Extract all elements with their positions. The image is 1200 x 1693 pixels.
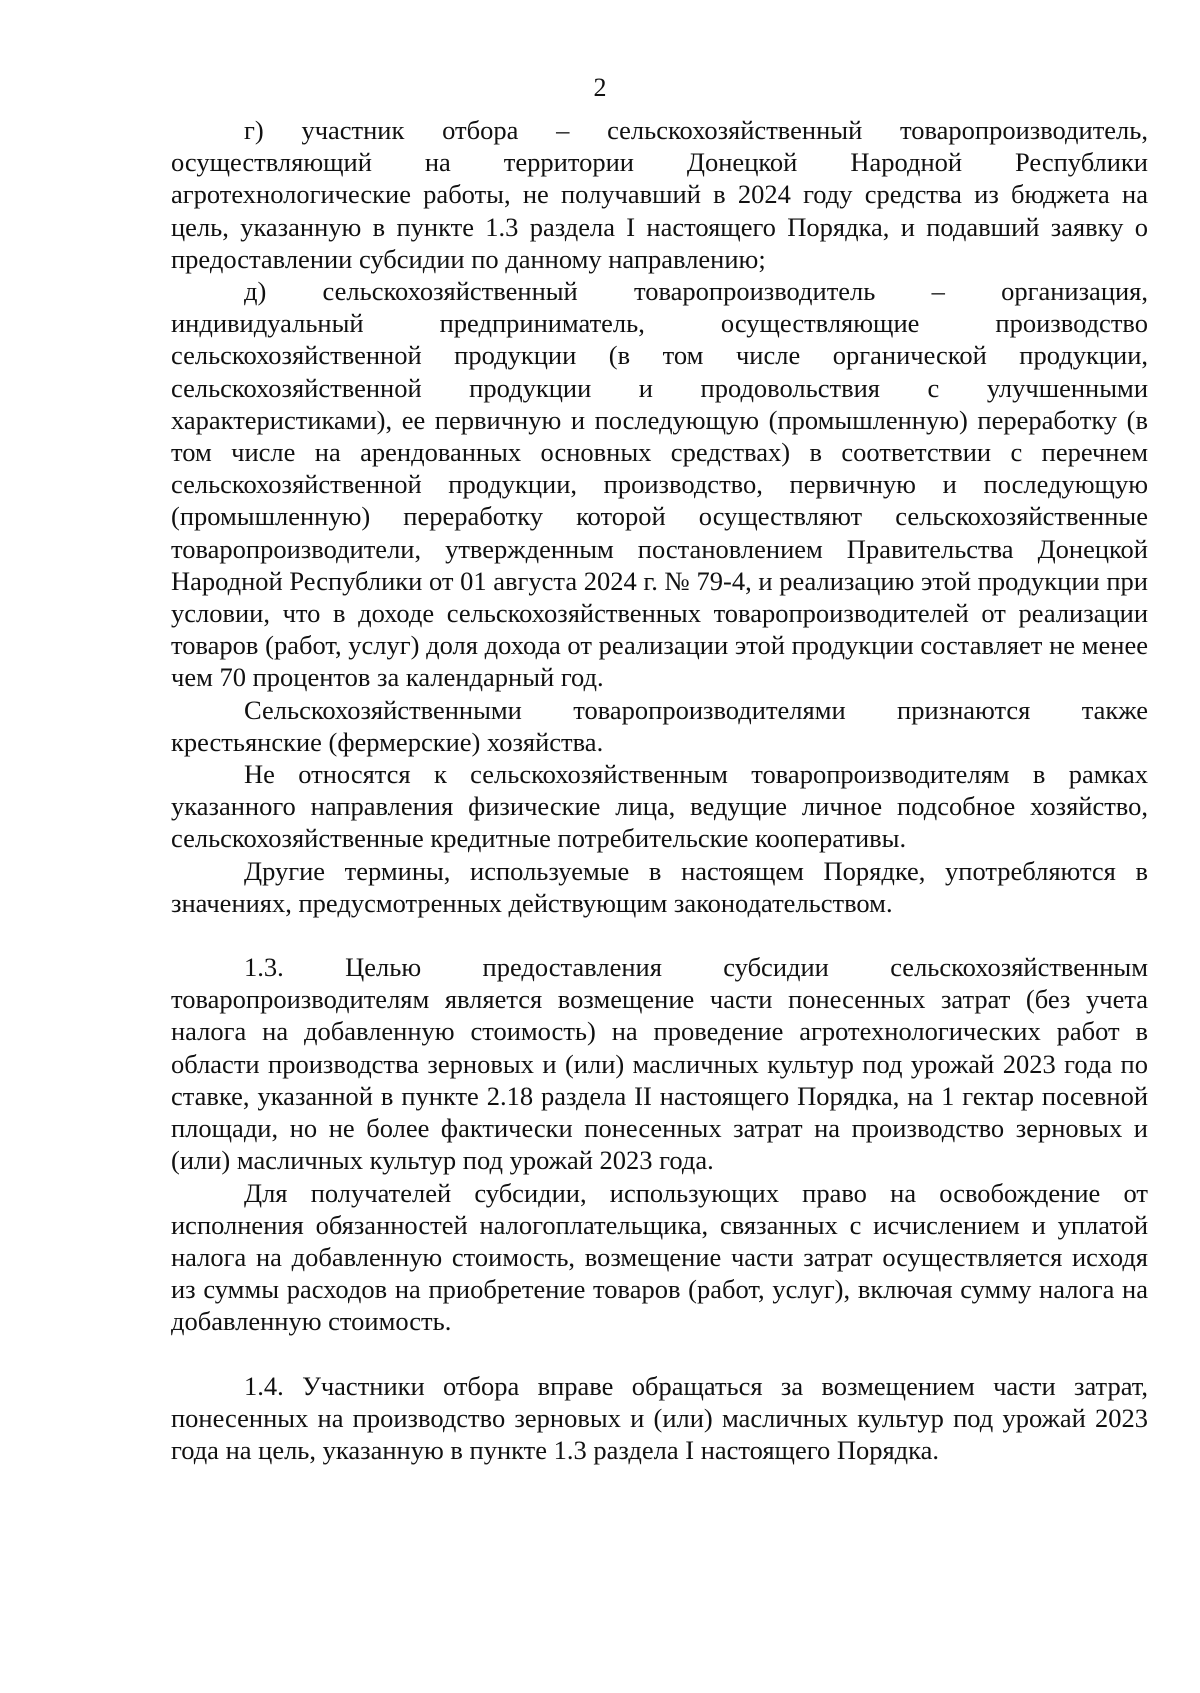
paragraph-item-d: д) сельскохозяйственный товаропроизводитель – организация, индивидуальный предприниматель, осуществляющие производство сельскохозяйственной продукции (в том числе органической продукции, сельскохозяйственной продукции и продовольствия с улучшенными характеристиками), ее первичную и последующую (промышленную) переработку (в том числе на арендованных основных средствах) в соответствии с перечнем сельскохозяйственной продукции, производство, первичную и последующую (промышленную) переработку которой осуществляют сельскохозяйственные товаропроизводители, утвержденным постановлением Правительства Донецкой Народной Республики от 01 августа 2024 г. № 79-4, и реализацию этой продукции при условии, что в доходе сельскохозяйственных товаропроизводителей от реализации товаров (работ, услуг) доля дохода от реализации этой продукции составляет не менее чем 70 процентов за календарный год.	[171, 276, 1148, 693]
paragraph-clause-1-4: 1.4. Участники отбора вправе обращаться за возмещением части затрат, понесенных на производство зерновых и (или) масличных культур под урожай 2023 года на цель, указанную в пункте 1.3 раздела I настоящего Порядка.	[171, 1370, 1148, 1465]
paragraph-clause-1-3: 1.3. Целью предоставления субсидии сельскохозяйственным товаропроизводителям является возмещение части понесенных затрат (без учета налога на добавленную стоимость) на проведение агротехнологических работ в области производства зерновых и (или) масличных культур под урожай 2023 года по ставке, указанной в пункте 2.18 раздела II настоящего Порядка, на 1 гектар посевной площади, но не более фактически понесенных затрат на производство зерновых и (или) масличных культур под урожай 2023 года.	[171, 952, 1148, 1176]
paragraph-vat-exempt: Для получателей субсидии, использующих право на освобождение от исполнения обязанностей налогоплательщика, связанных с исчислением и уплатой налога на добавленную стоимость, возмещение части затрат осуществляется исходя из суммы расходов на приобретение товаров (работ, услуг), включая сумму налога на добавленную стоимость.	[171, 1177, 1148, 1337]
page-number: 2	[593, 73, 607, 102]
document-body	[171, 114, 1148, 1466]
paragraph-farms: Сельскохозяйственными товаропроизводителями признаются также крестьянские (фермерские) хозяйства.	[171, 694, 1148, 757]
paragraph-other-terms: Другие термины, используемые в настоящем Порядке, употребляются в значениях, предусмотренных действующим законодательством.	[171, 855, 1148, 918]
paragraph-exclusions: Не относятся к сельскохозяйственным товаропроизводителям в рамках указанного направления физические лица, ведущие личное подсобное хозяйство, сельскохозяйственные кредитные потребительские кооперативы.	[171, 759, 1148, 854]
section-spacer	[171, 1338, 1148, 1370]
paragraph-item-g: г) участник отбора – сельскохозяйственный товаропроизводитель, осуществляющий на территории Донецкой Народной Республики агротехнологические работы, не получавший в 2024 году средства из бюджета на цель, указанную в пункте 1.3 раздела I настоящего Порядка, и подавший заявку о предоставлении субсидии по данному направлению;	[171, 115, 1148, 274]
section-spacer	[171, 919, 1148, 951]
